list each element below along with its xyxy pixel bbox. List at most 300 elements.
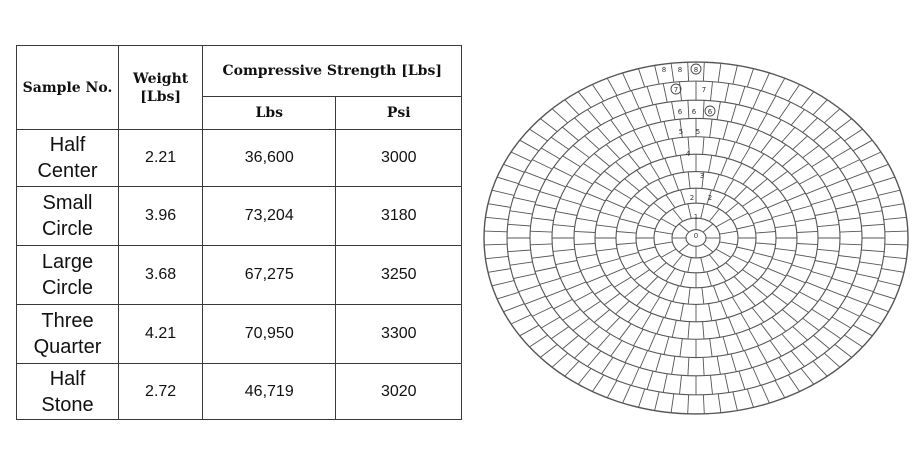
paver-joint [680,375,682,394]
paver-joint [688,395,689,414]
paver-joint [623,73,631,91]
paver-joint [583,301,600,312]
paver-joint [587,275,606,283]
paver-joint [763,301,777,314]
paver-joint [710,339,712,357]
paver-joint [717,356,720,374]
paver-joint [611,341,622,357]
paver-joint [749,262,767,270]
paver-joint [658,179,667,194]
paver-joint [688,62,689,81]
paver-joint [797,231,818,232]
paver-joint [525,296,546,304]
paver-joint [681,190,686,204]
table-row [17,305,462,364]
paver-joint [732,163,742,179]
paver-joint [761,137,773,153]
paver-joint [792,206,812,212]
paver-joint [492,190,514,195]
paver-joint [625,207,643,215]
paver-joint [835,119,852,132]
paver-joint [763,162,777,175]
paver-joint [737,225,754,229]
paver-joint [657,317,664,334]
compressive-strength-table [16,45,462,420]
paver-joint [504,304,525,312]
paver-joint [820,299,839,308]
paver-joint [619,324,631,340]
paver-joint [607,78,617,95]
sample-name-line2: Center [37,160,98,182]
paver-number-label: 5 [695,128,701,136]
paver-joint [644,255,660,263]
paver-joint [530,129,548,141]
sample-name-line2: Quarter [33,336,102,358]
paver-joint [616,243,636,245]
paver-joint [707,272,712,286]
paver-joint [623,385,631,403]
paver-joint [780,182,797,192]
paver-joint [724,179,733,194]
paver-joint [597,127,610,142]
paver-number-label: 0 [693,232,699,240]
paver-number-label: 6 [707,108,713,116]
paver-joint [703,322,704,339]
sample-name-line1: Small [42,192,93,214]
paver-joint [725,374,729,393]
paver-joint [631,368,639,386]
paver-joint [575,344,590,359]
paver-joint [497,292,519,299]
paver-joint [703,395,704,414]
paver-joint [638,225,655,229]
paver-joint [648,334,655,351]
paver-joint [787,275,806,283]
paver-joint [753,179,768,191]
paver-joint [596,248,617,251]
paver-joint [703,100,704,118]
paver-joint [532,160,552,170]
paver-joint [791,110,804,126]
paver-joint [745,351,752,368]
paver-joint [826,179,846,187]
paver-joint [594,154,610,167]
paver-joint [753,285,768,297]
paver-joint [782,310,798,323]
lbs-cell: 73,204 [203,187,336,246]
paver-joint [535,267,556,272]
paver-joint [595,182,612,192]
paver-joint [511,315,531,324]
paver-joint [775,381,785,398]
paver-number-labels [662,64,715,240]
paver-joint [606,317,620,331]
paver-joint [655,65,660,84]
paver-joint [779,357,791,374]
paver-joint [604,171,620,183]
paver-joint [585,136,600,150]
paver-number-label: 6 [677,108,683,116]
paver-joint [713,175,719,191]
header-sample-no: Sample No. [17,46,119,130]
paver-joint [701,258,705,273]
lbs-cell: 36,600 [203,130,336,187]
paver-joint [510,262,533,265]
lbs-cell: 46,719 [203,364,336,420]
paver-joint [592,375,603,392]
paver-joint [742,270,757,281]
paver-joint [835,345,852,358]
paver-joint [688,322,689,339]
paver-joint [664,337,669,355]
paver-joint [688,204,692,219]
paver-joint [619,253,638,258]
paver-joint [553,225,575,227]
paver-joint [873,292,895,299]
sample-name-line1: Half [49,134,86,156]
paver-joint [634,329,644,346]
paver-joint [723,122,728,140]
paver-joint [530,244,552,245]
sample-name-line1: Three [41,310,94,332]
paver-joint [679,224,689,232]
paver-joint [587,193,606,201]
paver-joint [688,288,690,305]
paver-joint [884,217,907,219]
paver-joint [729,142,736,159]
paver-joint [637,292,649,306]
psi-cell: 3250 [336,246,462,305]
paver-joint [799,292,818,302]
paver-joint [756,232,776,234]
paver-joint [824,109,840,123]
paver-joint [616,232,636,234]
paver-number-label: 4 [685,150,691,158]
paver-joint [721,158,728,175]
paver-joint [734,277,747,290]
paver-joint [484,231,507,232]
sample-name-cell [17,246,119,305]
paver-joint [861,224,884,226]
paver-number-label: 6 [691,108,697,116]
paver-joint [606,200,625,208]
paver-joint [868,304,889,312]
paver-joint [673,209,683,221]
paver-joint [574,244,595,245]
sample-name-cell [17,364,119,420]
paver-joint [642,313,651,329]
paver-joint [513,197,535,202]
paver-joint [758,113,767,130]
lbs-cell: 67,275 [203,246,336,305]
paver-joint [486,256,509,258]
paver-joint [801,368,814,384]
paver-joint [625,262,643,270]
paver-joint [761,324,773,340]
sample-name-cell [17,305,119,364]
weight-cell: 2.72 [119,364,203,420]
paver-number-label: 7 [673,86,679,94]
paver-joint [732,255,748,263]
header-compressive-strength: Compressive Strength [Lbs] [203,46,462,97]
paver-joint [702,288,704,305]
paver-joint [813,361,827,376]
paver-joint [616,301,630,314]
paver-joint [504,164,525,172]
paver-joint [792,265,812,271]
paver-joint [856,274,878,279]
table-row [17,187,462,246]
paver-joint [726,263,739,274]
paver-joint [628,308,640,323]
paver-joint [488,269,511,273]
paver-joint [565,100,579,115]
paver-joint [606,145,620,159]
paver-joint [832,317,851,328]
paver-joint [813,100,827,115]
paver-joint [508,250,531,252]
paver-joint [594,310,610,323]
paver-joint [600,259,620,264]
paver-joint [788,375,799,392]
paver-joint [556,211,578,215]
paver-joint [812,156,830,167]
paver-joint [540,345,557,358]
paver-joint [709,209,719,221]
paver-joint [642,147,651,163]
paver-joint [861,315,881,324]
paver-joint [820,167,839,176]
paver-joint [513,274,535,279]
paver-joint [546,289,566,297]
paver-joint [484,244,507,245]
paver-joint [525,172,546,180]
paver-joint [749,207,767,215]
paver-joint [844,129,862,141]
paver-joint [709,304,712,321]
paver-joint [656,104,661,122]
paver-joint [637,170,649,184]
paver-joint [803,344,818,359]
paver-joint [665,158,672,175]
paver-joint [673,286,679,302]
sample-name-line2: Circle [41,277,94,299]
paver-joint [878,281,900,286]
paver-joint [532,256,554,259]
paver-number-label: 8 [661,66,667,74]
paver-joint [631,91,639,109]
paver-joint [772,212,792,217]
paver-joint [661,249,676,257]
paver-number-label: 3 [699,172,705,180]
paver-joint [565,361,579,376]
paver-joint [739,87,745,105]
paver-joint [600,212,620,217]
weight-cell: 2.21 [119,130,203,187]
paver-joint [767,200,786,208]
paver-joint [717,102,720,120]
paver-joint [733,65,738,84]
paver-joint [799,174,818,184]
paver-joint [725,84,729,103]
weight-cell: 4.21 [119,305,203,364]
paver-joint [625,113,634,130]
paver-joint [793,136,808,150]
paver-number-label: 1 [693,213,699,221]
paver-joint [520,325,539,336]
paver-joint [873,177,895,184]
paver-joint [742,196,757,207]
paver-joint [658,282,667,297]
paver-joint [743,292,755,306]
paver-joint [813,335,829,349]
paver-joint [566,186,586,194]
paver-joint [680,339,682,357]
paver-joint [625,346,634,363]
paver-joint [733,392,738,411]
paver-joint [532,218,554,221]
paver-joint [535,205,556,210]
paver-joint [782,154,798,167]
paver-joint [881,204,904,208]
paver-joint [554,299,573,308]
paver-joint [688,172,690,189]
paver-joint [720,242,738,245]
paver-joint [853,140,872,151]
paver-joint [628,154,640,169]
paver-joint [666,268,675,281]
paver-joint [530,335,548,347]
paver-joint [741,147,750,163]
paver-joint [619,137,631,153]
paver-joint [739,371,745,389]
paver-joint [806,186,826,194]
paver-joint [717,195,726,208]
paver-number-label: 8 [677,66,683,74]
paver-joint [664,122,669,140]
paver-joint [717,268,726,281]
paver-joint [532,307,552,317]
paver-joint [634,196,649,207]
paver-joint [614,189,631,199]
paver-joint [772,145,786,159]
paver-joint [640,108,647,125]
paver-joint [541,148,560,159]
paver-joint [703,357,704,375]
paver-joint [671,394,674,413]
table-row [17,246,462,305]
paver-joint [723,337,728,355]
weight-cell: 3.68 [119,246,203,305]
paver-joint [671,63,674,82]
weight-cell: 3.96 [119,187,203,246]
paver-joint [576,218,597,221]
paver-joint [581,206,601,212]
paver-joint [801,92,814,108]
paver-joint [673,175,679,191]
paver-joint [560,199,581,205]
paver-joint [656,354,661,372]
paver-joint [780,285,797,295]
paver-joint [732,297,742,313]
paver-joint [885,231,908,232]
paver-joint [775,78,785,95]
paver-joint [838,218,860,221]
paver-joint [779,102,791,119]
paver-joint [640,351,647,368]
paver-joint [761,385,769,403]
paver-joint [540,278,561,284]
paver-joint [852,184,874,191]
paver-joint [743,170,755,184]
paver-joint [724,282,733,297]
sample-name-cell [17,130,119,187]
paver-joint [878,190,900,195]
paver-joint [753,219,772,224]
paver-joint [787,193,806,201]
paver-joint [749,130,759,147]
paver-joint [806,282,826,290]
paver-joint [713,286,719,302]
paver-joint [508,224,531,226]
paver-joint [592,85,603,102]
paver-joint [654,203,667,214]
header-psi: Psi [336,97,462,130]
paver-joint [540,192,561,198]
paver-joint [604,293,620,305]
table-row [17,364,462,420]
paver-joint [761,73,769,91]
paver-joint [861,250,884,252]
paver-joint [838,256,860,259]
paver-joint [734,187,747,200]
paver-joint [492,281,514,286]
paver-joint [650,297,660,313]
paver-joint [761,277,778,287]
paver-joint [673,255,683,267]
paver-joint [811,271,832,277]
paver-joint [772,259,792,264]
paver-joint [657,142,664,159]
paver-joint [737,247,754,251]
paver-joint [752,154,764,169]
paver-joint [720,231,738,234]
paver-joint [852,285,874,292]
paver-number-label: 2 [707,194,713,202]
paver-joint [602,357,614,374]
paver-joint [486,217,509,219]
paver-joint [788,85,799,102]
paver-joint [645,277,658,290]
paver-joint [551,327,569,339]
paver-joint [647,87,653,105]
paver-joint [655,392,660,411]
paver-joint [634,270,649,281]
paver-joint [791,301,808,312]
paver-joint [832,148,851,159]
paver-joint [716,139,720,156]
paver-joint [546,179,566,187]
paver-joint [552,353,568,367]
paver-joint [585,327,600,341]
paver-joint [625,285,640,297]
paver-joint [709,155,712,172]
paver-joint [553,249,575,251]
paver-joint [583,164,600,175]
paver-joint [840,307,860,317]
paver-joint [644,213,660,221]
paver-joint [647,371,653,389]
